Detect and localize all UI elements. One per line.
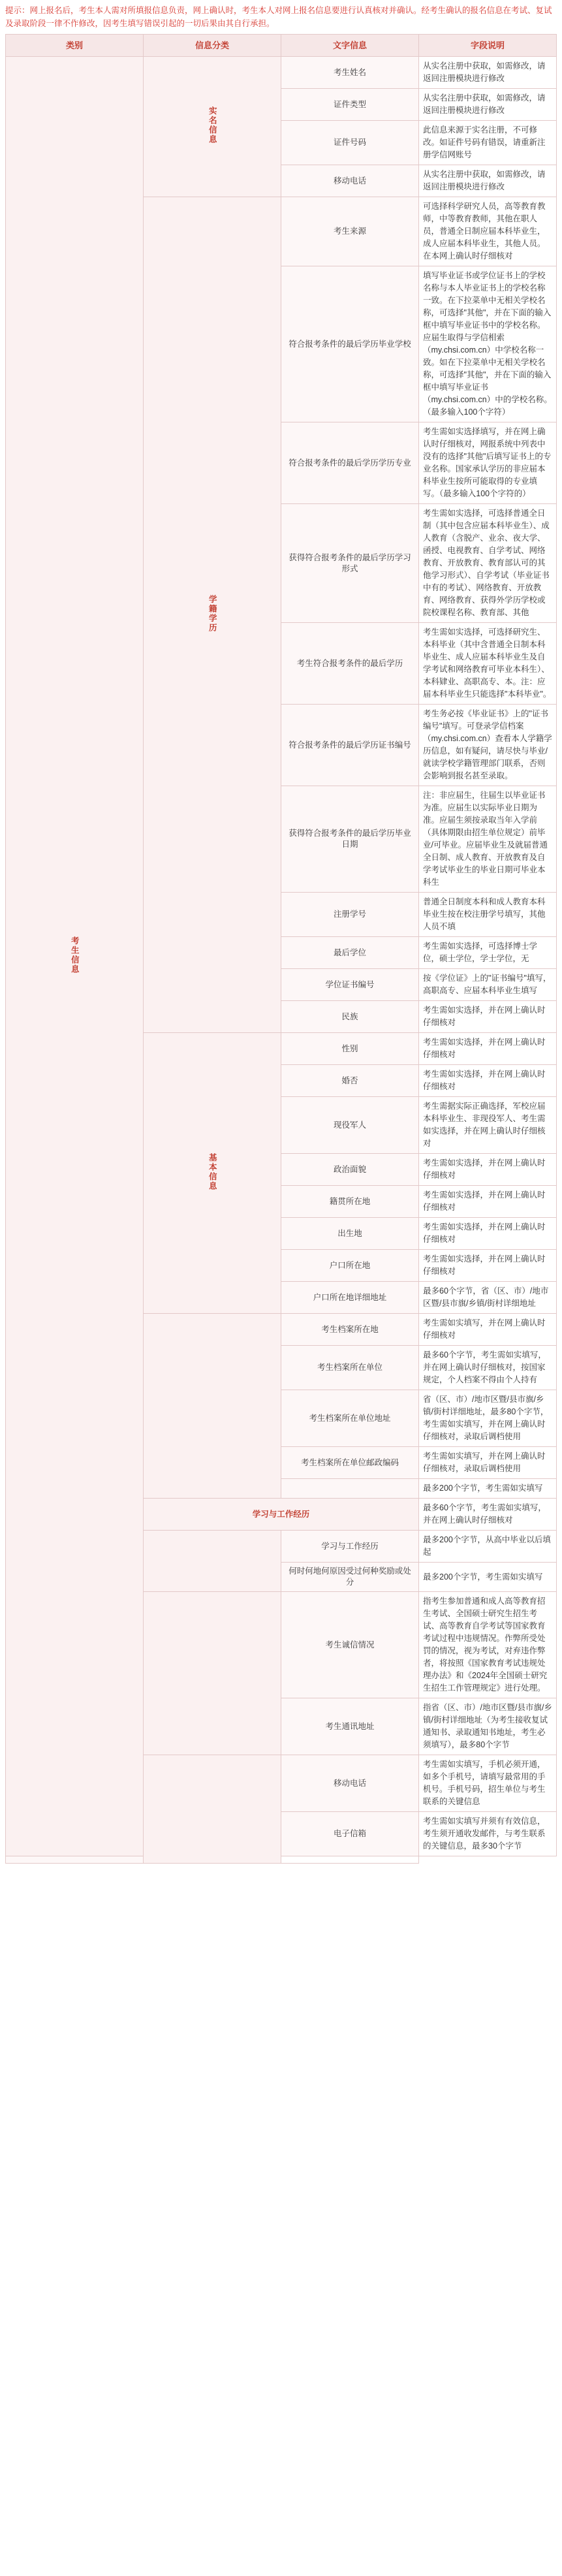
cell-desc: 考生需如实选择，并在网上确认时仔细核对 <box>419 1250 557 1282</box>
cell-desc: 最多200个字节，从高中毕业以后填起 <box>419 1531 557 1563</box>
cell-field <box>281 1479 419 1499</box>
cell-field: 性别 <box>281 1033 419 1065</box>
table-body <box>6 57 557 1864</box>
cell-field: 最后学位 <box>281 937 419 969</box>
header-category: 类别 <box>6 35 144 57</box>
cell-desc: 考生务必按《毕业证书》上的"证书编号"填写。可登录学信档案（my.chsi.com.cn）查看本人学籍学历信息，如有疑问，请尽快与毕业/就读学校学籍管理部门联系，否则会影响到报名甚至录取。 <box>419 705 557 786</box>
cell-field: 考生档案所在单位 <box>281 1346 419 1390</box>
cell-desc: 填写毕业证书或学位证书上的学校名称与本人毕业证书上的学校名称一致。在下拉菜单中无相关学校名称，可选择"其他"，并在下面的输入框中填写毕业证书中的学校名称。 应届生取得与学信相索（my.chsi.com.cn）中学校名称一致。如在下拉菜单中无相关学校名称，可选择"其他"，并在下面的输入框中填写毕业证书（my.chsi.com.cn）中的学校名称。（最多输入100个字符） <box>419 266 557 422</box>
cell-field: 考生档案所在单位邮政编码 <box>281 1447 419 1479</box>
cell-desc: 指考生参加普通和成人高等教育招生考试、全国硕士研究生招生考试、高等教育自学考试等国家教育考试过程中违规情况。作弊所受处罚的情况，视为考试，对弃违作弊者，将按照《国家教育考试违规处理办法》和《2024年全国硕士研究生招生工作管理规定》进行处理。 <box>419 1592 557 1698</box>
cell-field: 户口所在地详细地址 <box>281 1282 419 1314</box>
cell-field: 证件号码 <box>281 121 419 165</box>
cell-field: 学习与工作经历 <box>281 1531 419 1563</box>
cell-field: 籍贯所在地 <box>281 1186 419 1218</box>
cell-field: 考生来源 <box>281 197 419 266</box>
cell-field: 注册学号 <box>281 893 419 937</box>
header-field-desc: 字段说明 <box>419 35 557 57</box>
cell-desc <box>281 1856 419 1864</box>
table-row <box>6 1856 557 1864</box>
cell-group-education: 学籍学历 <box>144 197 281 1033</box>
cell-desc: 注：非应届生，往届生以毕业证书为准。应届生以实际毕业日期为准。应届生须按录取当年入学前（具体期限由招生单位规定）前毕业/可毕业。应届毕业生及就届普通全日制、成人教育、开放教育及自学考试毕业生的毕业日期可毕业本科生 <box>419 786 557 893</box>
cell-field: 现役军人 <box>281 1097 419 1154</box>
table-row <box>6 57 557 89</box>
cell-desc: 考生需如实选择，可选择研究生、本科毕业（其中含普通全日制本科毕业生、成人应届本科毕业生及自学考试和网络教育可毕业本科生）、本科肄业、高职高专、本。注：应届本科毕业生只能选择"本科毕业"。 <box>419 623 557 705</box>
cell-field: 考生诚信情况 <box>281 1592 419 1698</box>
cell-field: 政治面貌 <box>281 1154 419 1186</box>
cell-desc: 考生需如实选择，并在网上确认时仔细核对 <box>419 1001 557 1033</box>
cell-group-family: 学习与工作经历 <box>144 1499 419 1531</box>
cell-desc: 最多60个字节，考生需如实填写，并在网上确认时仔细核对，按国家规定，个人档案不得由个人持有 <box>419 1346 557 1390</box>
header-text-info: 文字信息 <box>281 35 419 57</box>
cell-desc: 最多60个字节，省（区、市）/地市区暨/县市旗/乡镇/街村详细地址 <box>419 1282 557 1314</box>
cell-desc: 考生需如实填写，手机必须开通，如多个手机号，请填写最常用的手机号。手机号码，招生单位与考生联系的关键信息 <box>419 1755 557 1812</box>
cell-group-contact <box>144 1755 281 1864</box>
cell-field: 移动电话 <box>281 1755 419 1812</box>
cell-field: 考生档案所在地 <box>281 1314 419 1346</box>
cell-field: 移动电话 <box>281 165 419 197</box>
cell-desc: 考生需如实选择，可选择普通全日制（其中包含应届本科毕业生）、成人教育（含脱产、业余、夜大学、函授、电视教育、自学考试、网络教育、开放教育、教育部认可的其他学习形式）、自学考试（毕业证书中有的考试）、网络教育、开放教育、网络教育、获得外学历学校或院校课程名称、教育部、其他 <box>419 504 557 623</box>
cell-desc: 可选择科学研究人员，高等教育教师，中等教育教师，其他在职人员，普通全日制应届本科毕业生，成人应届本科毕业生，其他人员。在本网上确认时仔细核对 <box>419 197 557 266</box>
cell-group-reward-punish <box>144 1592 281 1755</box>
cell-field: 何时何地何原因受过何种奖励或处分 <box>281 1563 419 1592</box>
cell-field: 考生通讯地址 <box>281 1698 419 1755</box>
cell-desc: 最多60个字节，考生需如实填写，并在网上确认时仔细核对 <box>419 1499 557 1531</box>
cell-group-basic: 基本信息 <box>144 1033 281 1314</box>
cell-field: 民族 <box>281 1001 419 1033</box>
cell-field: 获得符合报考条件的最后学历学习形式 <box>281 504 419 623</box>
cell-desc: 最多200个字节，考生需如实填写 <box>419 1563 557 1592</box>
cell-desc: 考生需如实填写，并在网上确认时仔细核对 <box>419 1314 557 1346</box>
cell-group-realname: 实名信息 <box>144 57 281 197</box>
cell-desc: 从实名注册中获取，如需修改，请返回注册模块进行修改 <box>419 89 557 121</box>
cell-desc: 考生需如实选择，并在网上确认时仔细核对 <box>419 1186 557 1218</box>
table-head <box>6 35 557 57</box>
cell-field: 获得符合报考条件的最后学历毕业日期 <box>281 786 419 893</box>
table-header-row <box>6 35 557 57</box>
cell-desc: 指省（区、市）/地市区暨/县市旗/乡镇/街村详细地址（为考生接收复试通知书、录取通知书地址，考生必须填写），最多80个字节 <box>419 1698 557 1755</box>
cell-field <box>6 1856 144 1864</box>
cell-field: 出生地 <box>281 1218 419 1250</box>
cell-desc: 此信息来源于实名注册，不可修改。如证件号码有错误，请重新注册学信网账号 <box>419 121 557 165</box>
cell-field: 考生档案所在单位地址 <box>281 1390 419 1447</box>
cell-desc: 考生需如实选择，并在网上确认时仔细核对 <box>419 1218 557 1250</box>
cell-field: 婚否 <box>281 1065 419 1097</box>
cell-desc: 最多200个字节，考生需如实填写 <box>419 1479 557 1499</box>
cell-field: 符合报考条件的最后学历毕业学校 <box>281 266 419 422</box>
cell-group-work <box>144 1531 281 1592</box>
cell-desc: 考生需如实选择，并在网上确认时仔细核对 <box>419 1065 557 1097</box>
cell-field: 户口所在地 <box>281 1250 419 1282</box>
cell-desc: 按《学位证》上的"证书编号"填写，高职高专、应届本科毕业生填写 <box>419 969 557 1001</box>
cell-category-candidate-info: 考生信息 <box>6 57 144 1856</box>
notice-text: 提示：网上报名后，考生本人需对所填报信息负责，网上确认时，考生本人对网上报名信息要进行认真核对并确认。经考生确认的报名信息在考试、复试及录取阶段一律不作修改，因考生填写错误引起的一切后果由其自行承担。 <box>5 6 552 28</box>
cell-field: 考生姓名 <box>281 57 419 89</box>
cell-desc: 普通全日制度本科和成人教育本科毕业生按在校注册学号填写，其他人员不填 <box>419 893 557 937</box>
info-table <box>5 34 557 1864</box>
cell-field: 符合报考条件的最后学历证书编号 <box>281 705 419 786</box>
cell-desc: 考生需如实选择，并在网上确认时仔细核对 <box>419 1154 557 1186</box>
cell-field: 学位证书编号 <box>281 969 419 1001</box>
cell-desc: 考生需据实际正确选择，军校应届本科毕业生、非现役军人、考生需如实选择，并在网上确认时仔细核对 <box>419 1097 557 1154</box>
cell-desc: 从实名注册中获取，如需修改，请返回注册模块进行修改 <box>419 57 557 89</box>
cell-field: 电子信箱 <box>281 1812 419 1856</box>
cell-group-household <box>144 1314 281 1499</box>
cell-desc: 考生需如实选择，可选择博士学位，硕士学位，学士学位，无 <box>419 937 557 969</box>
cell-field: 考生符合报考条件的最后学历 <box>281 623 419 705</box>
cell-field: 证件类型 <box>281 89 419 121</box>
header-info-class: 信息分类 <box>144 35 281 57</box>
cell-field: 符合报考条件的最后学历学历专业 <box>281 422 419 504</box>
cell-desc: 省（区、市）/地市区暨/县市旗/乡镇/街村详细地址，最多80个字节，考生需如实填写，并在网上确认时仔细核对，录取后调档使用 <box>419 1390 557 1447</box>
cell-desc: 考生需如实选择填写，并在网上确认时仔细核对，网报系统中列表中没有的选择"其他"后填写证书上的专业名称。国家承认学历的非应届本科毕业生按所可能取得的专业填写。（最多输入100个字符的） <box>419 422 557 504</box>
cell-desc: 考生需如实选择，并在网上确认时仔细核对 <box>419 1033 557 1065</box>
cell-desc: 考生需如实填写并须有有效信息，考生须开通收发邮件，与考生联系的关键信息，最多30个字节 <box>419 1812 557 1856</box>
cell-desc: 考生需如实填写，并在网上确认时仔细核对，录取后调档使用 <box>419 1447 557 1479</box>
cell-desc: 从实名注册中获取，如需修改，请返回注册模块进行修改 <box>419 165 557 197</box>
